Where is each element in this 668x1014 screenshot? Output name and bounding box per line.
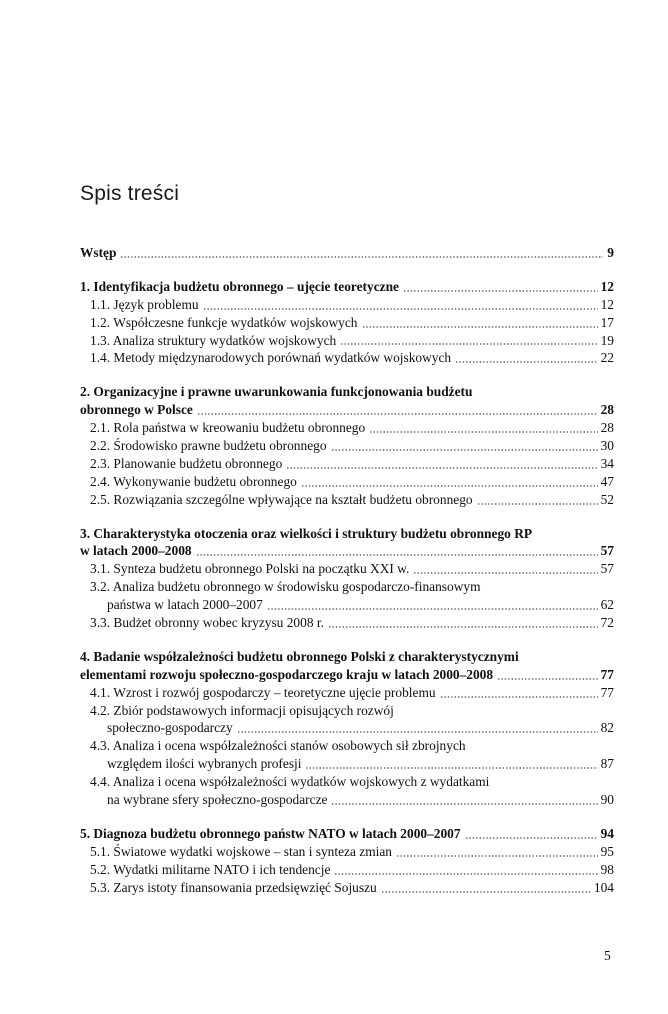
toc-entry-title: 2.5. Rozwiązania szczególne wpływające na kształt budżetu obronnego [90,491,473,507]
toc-entry[interactable] [80,578,614,596]
toc-entry-title: 1.3. Analiza struktury wydatków wojskowych [90,332,337,348]
toc-entry-title: 4.3. Analiza i ocena współzależności stanów osobowych sił zbrojnych [90,738,466,754]
toc-entry-title: 3.2. Analiza budżetu obronnego w środowisku gospodarczo-finansowym [90,579,481,595]
toc-entry-title: Wstęp [80,244,117,260]
section-gap [80,262,614,278]
toc-entry[interactable] [80,702,614,720]
toc-entry-page: 30 [600,438,614,453]
dot-leader [413,572,597,574]
toc-entry-title: państwa w latach 2000–2007 [107,597,263,613]
toc-entry-title: 1. Identyfikacja budżetu obronnego – ujęcie teoretyczne [80,278,399,294]
toc-entry-page: 52 [600,491,614,507]
toc-entry[interactable] [80,825,614,843]
toc-entry[interactable] [80,525,614,543]
toc-entry[interactable] [80,419,614,437]
toc-entry-page: 104 [593,879,614,895]
dot-leader [403,290,598,292]
toc-entry[interactable] [80,719,614,737]
dot-leader [120,256,603,258]
section-gap [80,632,614,648]
toc-entry-page: 77 [600,666,614,682]
toc-entry-page: 62 [600,597,614,613]
toc-entry-title: 5. Diagnoza budżetu obronnego państw NATO w latach 2000–2007 [80,825,461,841]
dot-leader [328,626,598,628]
dot-leader [331,449,598,451]
page-title: Spis treści [80,182,180,205]
toc-entry-title: 3. Charakterystyka otoczenia oraz wielkości i struktury budżetu obronnego RP [80,525,533,541]
toc-entry[interactable] [80,278,614,296]
dot-leader [497,678,598,680]
toc-entry[interactable] [80,455,614,473]
dot-leader [477,503,598,505]
dot-leader [301,485,598,487]
toc-entry[interactable] [80,666,614,684]
toc-entry-page: 12 [600,296,614,312]
toc-entry[interactable] [80,401,614,419]
toc-entry-title: 2. Organizacyjne i prawne uwarunkowania funkcjonowania budżetu [80,384,473,400]
table-of-contents [80,244,614,897]
toc-entry[interactable] [80,473,614,491]
dot-leader [340,343,597,345]
toc-entry-title: 4.2. Zbiór podstawowych informacji opisujących rozwój [90,702,394,718]
toc-entry-page: 98 [600,861,614,877]
toc-entry-title: 3.3. Budżet obronny wobec kryzysu 2008 r. [90,615,324,631]
toc-entry-title: 5.2. Wydatki militarne NATO i ich tendencje [90,861,331,877]
toc-entry[interactable] [80,296,614,314]
toc-entry-title: 2.2. Środowisko prawne budżetu obronnego [90,438,327,453]
toc-entry[interactable] [80,383,614,401]
dot-leader [455,361,598,363]
dot-leader [334,873,597,875]
toc-entry-page: 17 [600,314,614,330]
dot-leader [362,326,598,328]
toc-entry[interactable] [80,755,614,773]
toc-entry-page: 28 [600,420,614,436]
toc-entry-page: 28 [600,402,614,418]
toc-entry-page: 95 [600,843,614,859]
dot-leader [286,467,597,469]
dot-leader [381,891,591,893]
toc-entry-title: 2.3. Planowanie budżetu obronnego [90,455,283,471]
toc-entry[interactable] [80,491,614,509]
toc-entry-title: 5.1. Światowe wydatki wojskowe – stan i synteza zmian [90,843,392,859]
toc-entry-page: 19 [600,332,614,348]
toc-entry[interactable] [80,437,614,455]
dot-leader [331,803,597,805]
toc-entry-title: względem ilości wybranych profesji [107,756,302,772]
toc-entry-title: 1.1. Język problemu [90,296,199,312]
toc-entry-title: na wybrane sfery społeczno-gospodarcze [107,792,328,808]
toc-entry[interactable] [80,314,614,332]
toc-entry-title: 4.4. Analiza i ocena współzależności wydatków wojskowych z wydatkami [90,774,490,790]
toc-entry[interactable] [80,244,614,262]
toc-entry[interactable] [80,684,614,702]
toc-entry-page: 57 [600,543,614,559]
toc-entry[interactable] [80,861,614,879]
toc-entry-title: w latach 2000–2008 [80,543,192,559]
dot-leader [305,767,597,769]
toc-entry-title: 3.1. Synteza budżetu obronnego Polski na początku XXI w. [90,561,410,577]
toc-entry-page: 94 [600,825,614,841]
dot-leader [203,308,598,310]
dot-leader [197,413,598,415]
toc-entry-page: 22 [600,350,614,366]
toc-entry-page: 90 [600,792,614,808]
dot-leader [369,431,597,433]
dot-leader [196,554,598,556]
toc-entry[interactable] [80,879,614,897]
toc-entry[interactable] [80,332,614,350]
toc-entry-title: 2.1. Rola państwa w kreowaniu budżetu obronnego [90,420,366,436]
toc-entry-title: 5.3. Zarys istoty finansowania przedsięwzięć Sojuszu [90,879,377,895]
dot-leader [465,837,598,839]
toc-entry-page: 12 [600,278,614,294]
toc-entry-page: 72 [600,615,614,631]
dot-leader [267,608,598,610]
dot-leader [396,855,598,857]
toc-entry-title: 2.4. Wykonywanie budżetu obronnego [90,473,297,489]
section-gap [80,809,614,825]
dot-leader [440,696,598,698]
toc-entry-page: 9 [607,244,614,260]
toc-entry-title: 1.4. Metody międzynarodowych porównań wydatków wojskowych [90,350,452,366]
toc-entry-page: 34 [600,455,614,471]
toc-entry-title: obronnego w Polsce [80,402,193,418]
toc-entry[interactable] [80,737,614,755]
toc-entry[interactable] [80,596,614,614]
toc-entry[interactable] [80,773,614,791]
toc-entry-title: 4.1. Wzrost i rozwój gospodarczy – teoretyczne ujęcie problemu [90,684,436,700]
toc-entry-page: 87 [600,756,614,772]
toc-entry-page: 47 [600,473,614,489]
section-gap [80,367,614,383]
toc-entry-title: 1.2. Współczesne funkcje wydatków wojskowych [90,314,358,330]
toc-entry-title: 4. Badanie współzależności budżetu obronnego Polski z charakterystycznymi [80,648,519,664]
toc-entry[interactable] [80,791,614,809]
section-gap [80,509,614,525]
toc-entry-page: 82 [600,720,614,736]
page-number: 5 [604,948,611,963]
toc-entry[interactable] [80,614,614,632]
toc-entry-title: społeczno-gospodarczy [107,720,233,736]
toc-entry-title: elementami rozwoju społeczno-gospodarczego kraju w latach 2000–2008 [80,666,494,682]
toc-entry-page: 77 [600,684,614,700]
toc-entry-page: 57 [600,561,614,577]
toc-entry[interactable] [80,542,614,560]
toc-entry[interactable] [80,648,614,666]
dot-leader [237,731,598,733]
toc-entry[interactable] [80,843,614,861]
toc-entry[interactable] [80,349,614,367]
toc-entry[interactable] [80,560,614,578]
